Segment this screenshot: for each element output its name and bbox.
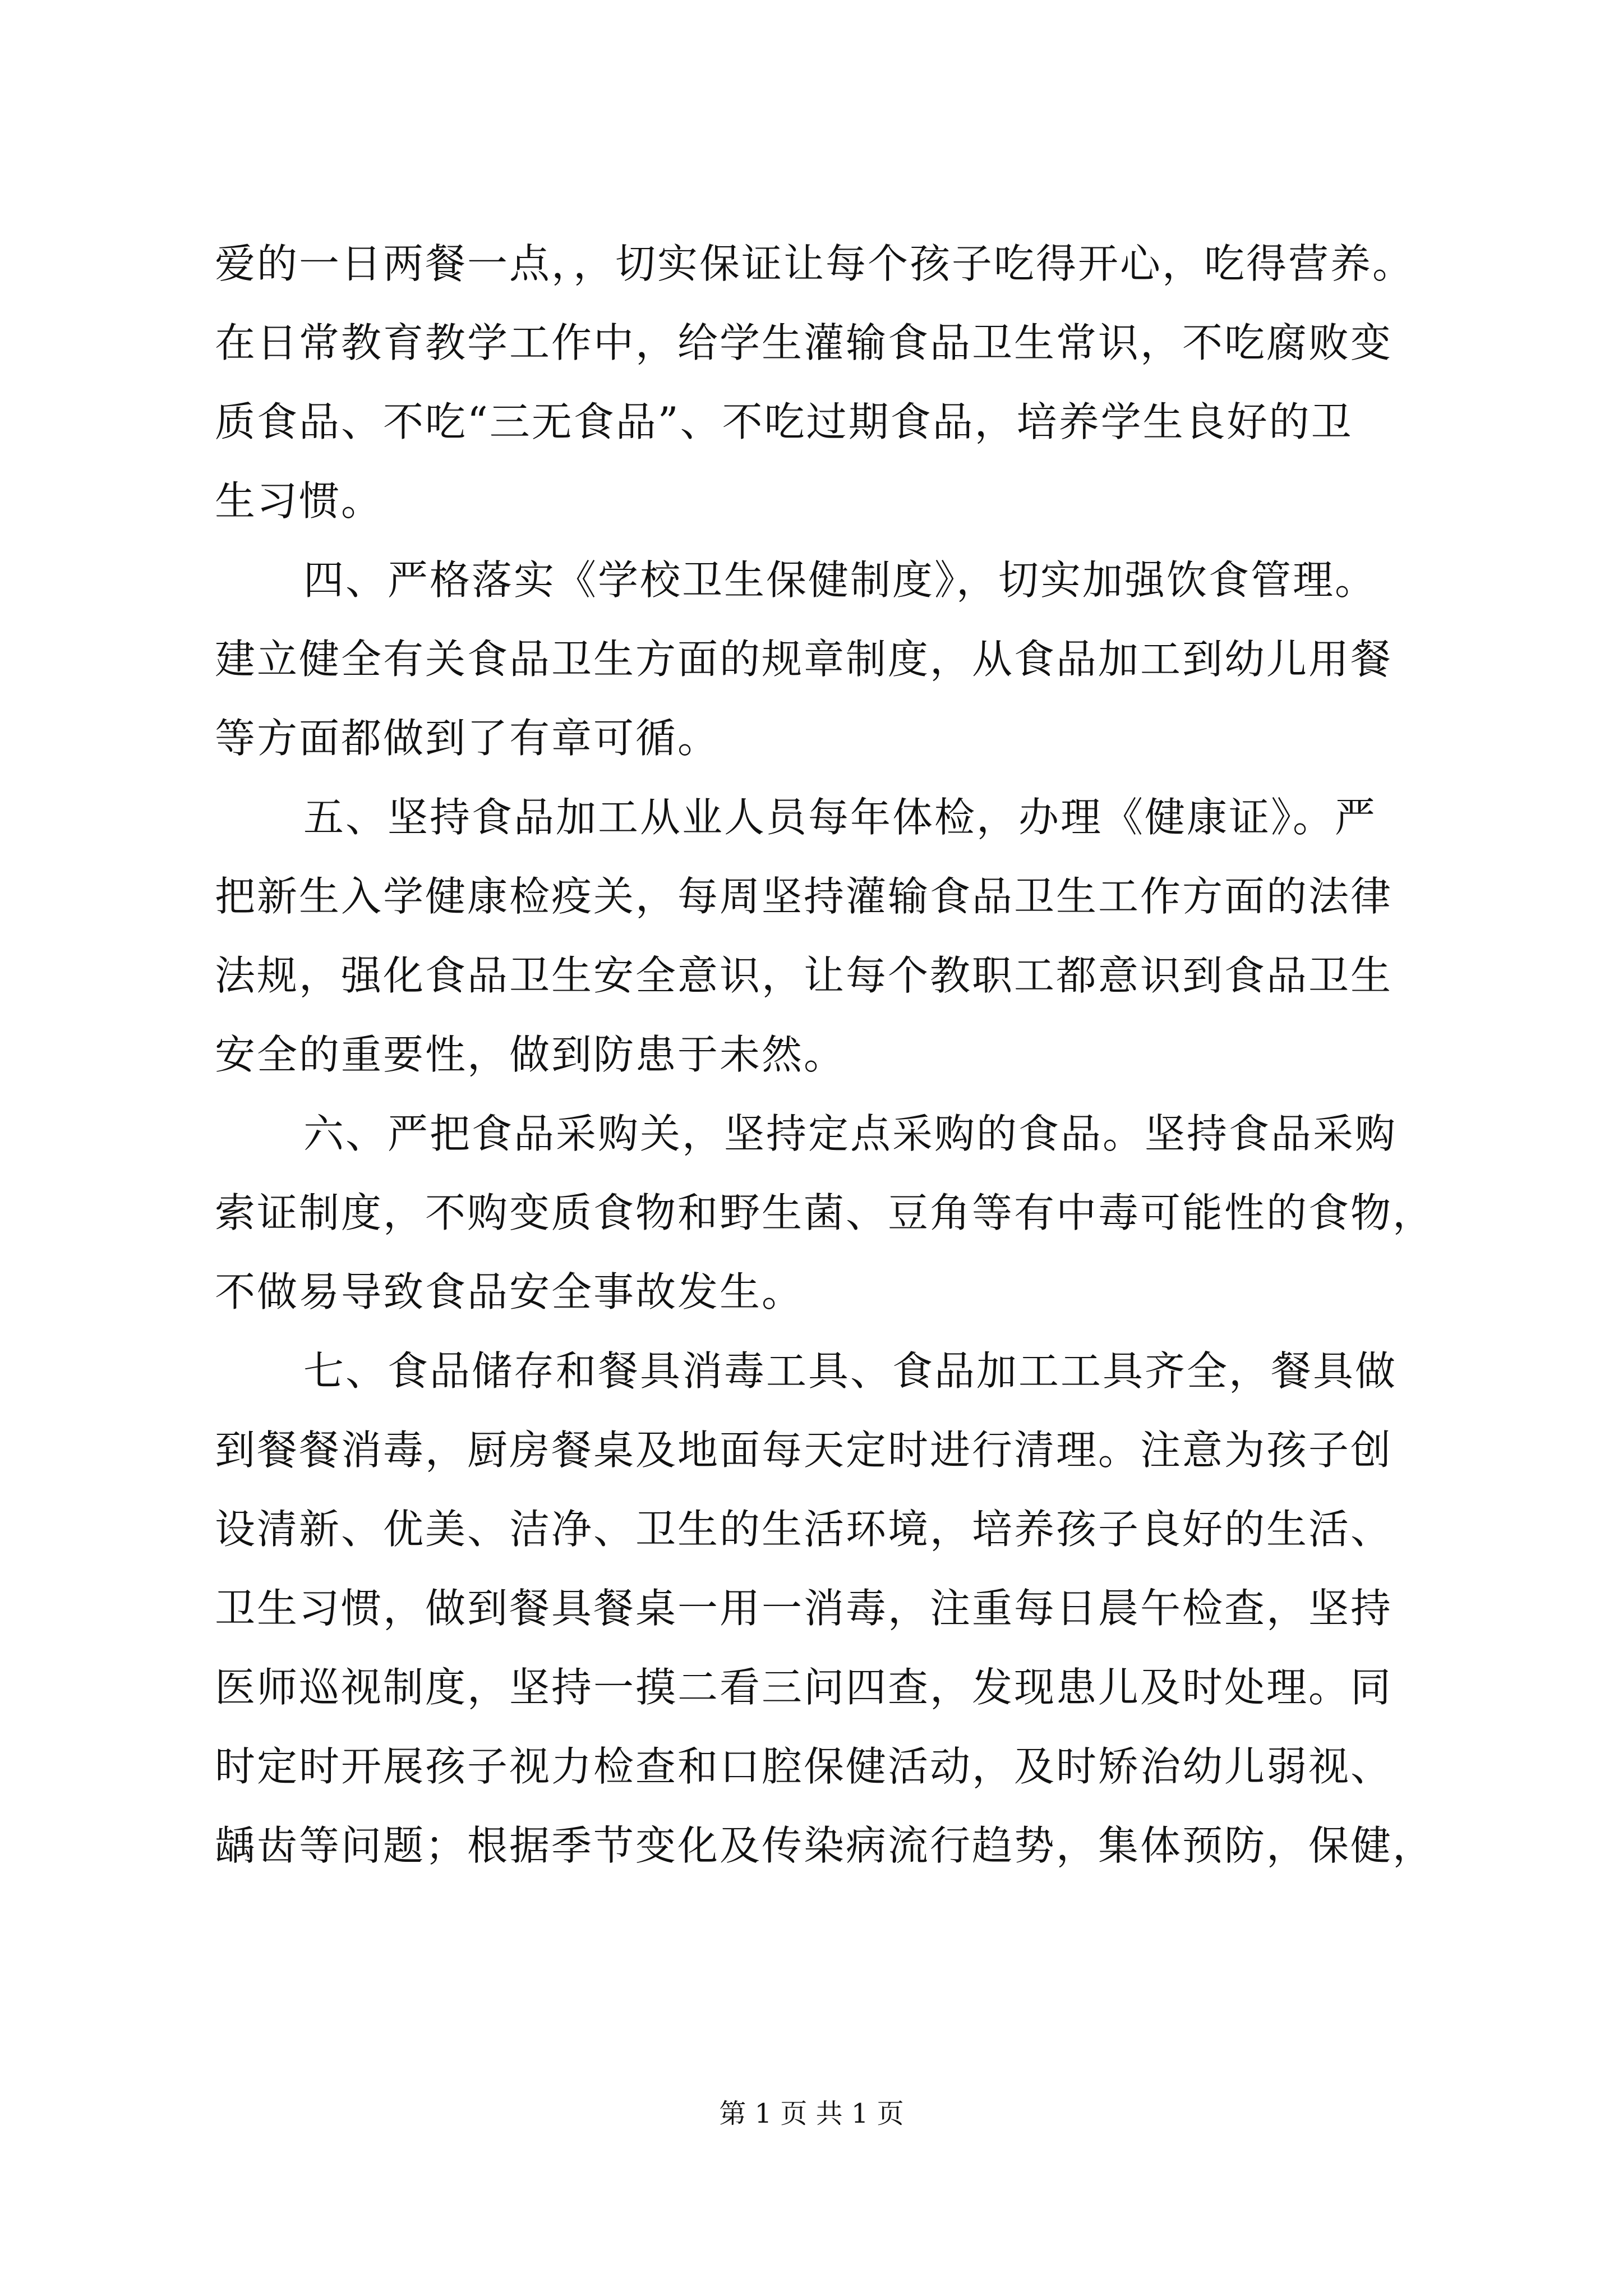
text-line: 爱的一日两餐一点，，切实保证让每个孩子吃得开心，吃得营养。 — [215, 240, 1415, 287]
text-line: 索证制度，不购变质食物和野生菌、豆角等有中毒可能性的食物， — [215, 1189, 1435, 1236]
text-line: 质食品、不吃“三无食品”、不吃过期食品，培养学生良好的卫 — [215, 398, 1353, 445]
paragraph-item-6 — [215, 1094, 1435, 1332]
text-line: 不做易导致食品安全事故发生。 — [215, 1268, 804, 1315]
text-line: 在日常教育教学工作中，给学生灌输食品卫生常识，不吃腐败变 — [215, 319, 1393, 366]
text-line: 把新生入学健康检疫关，每周坚持灌输食品卫生工作方面的法律 — [215, 873, 1393, 920]
text-line: 法规，强化食品卫生安全意识，让每个教职工都意识到食品卫生 — [215, 952, 1393, 999]
text-line: 生习惯。 — [215, 477, 384, 524]
text-line: 等方面都做到了有章可循。 — [215, 715, 720, 762]
paragraph-item-7 — [215, 1332, 1435, 1885]
text-line: 五、坚持食品加工从业人员每年体检，办理《健康证》。严 — [303, 794, 1377, 841]
page-number-label: 第 1 页 共 1 页 — [719, 2098, 904, 2129]
text-line: 龋齿等问题；根据季节变化及传染病流行趋势，集体预防，保健， — [215, 1822, 1435, 1869]
page-footer — [0, 2097, 1623, 2131]
text-line: 时定时开展孩子视力检查和口腔保健活动，及时矫治幼儿弱视、 — [215, 1743, 1393, 1790]
text-line: 建立健全有关食品卫生方面的规章制度，从食品加工到幼儿用餐 — [215, 636, 1393, 683]
paragraph-item-5 — [215, 778, 1421, 1094]
text-line: 安全的重要性，做到防患于未然。 — [215, 1031, 846, 1078]
paragraph-continuation — [215, 224, 1421, 541]
text-line: 医师巡视制度，坚持一摸二看三问四查，发现患儿及时处理。同 — [215, 1664, 1393, 1711]
text-line: 卫生习惯，做到餐具餐桌一用一消毒，注重每日晨午检查，坚持 — [215, 1585, 1393, 1632]
text-line: 七、食品储存和餐具消毒工具、食品加工工具齐全，餐具做 — [303, 1347, 1398, 1395]
text-line: 到餐餐消毒，厨房餐桌及地面每天定时进行清理。注意为孩子创 — [215, 1427, 1393, 1474]
document-body — [215, 224, 1435, 1885]
paragraph-item-4 — [215, 541, 1421, 778]
text-line: 设清新、优美、洁净、卫生的生活环境，培养孩子良好的生活、 — [215, 1506, 1393, 1553]
text-line: 六、严把食品采购关，坚持定点采购的食品。坚持食品采购 — [303, 1110, 1398, 1157]
text-line: 四、严格落实《学校卫生保健制度》，切实加强饮食管理。 — [303, 556, 1377, 604]
